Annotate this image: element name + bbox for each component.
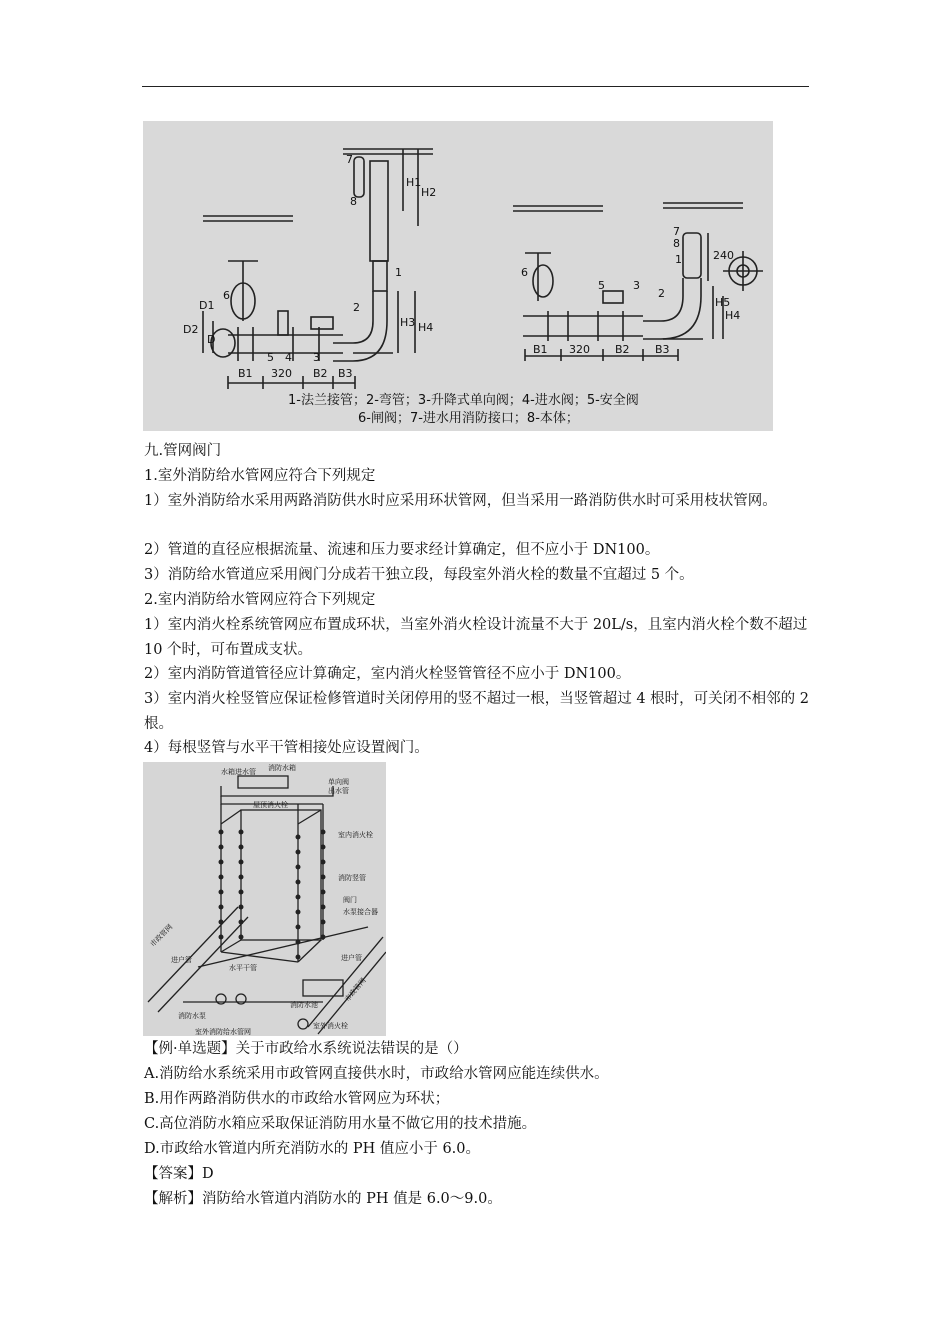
fig2-inlet-right: 进户管 [341,954,362,962]
fig1-label-6: 6 [223,289,230,302]
fig1-label-4: 4 [285,351,292,364]
fig1-label-1: 1 [395,266,402,279]
fig2-outdoor-network: 室外消防给水管网 [195,1028,251,1036]
fig1-label-b1: B1 [238,367,253,380]
fig2-outdoor-hydrant: 室外消火栓 [313,1022,348,1030]
fig1-label-b3: B3 [338,367,353,380]
fig2-municipal-left: 市政管网 [148,922,175,949]
fig1-right-label-320: 320 [569,343,590,356]
option-c: C.高位消防水箱应采取保证消防用水量不做它用的技术措施。 [144,1116,537,1132]
fig2-fire-pool: 消防水池 [290,1001,318,1009]
pump-adapter-figure [143,121,773,431]
header-rule [142,86,809,87]
fig1-right-label-240: 240 [713,249,734,262]
fig1-label-h1: H1 [406,176,422,189]
fig1-label-b2: B2 [313,367,328,380]
indoor-item-3: 3）室内消火栓竖管应保证检修管道时关闭停用的竖不超过一根，当竖管超过 4 根时，可关闭不相邻的 2 根。 [144,691,809,732]
fig2-fire-pump: 消防水泵 [178,1012,206,1020]
fig2-valve: 阀门 [343,896,357,904]
answer: 【答案】D [144,1166,214,1182]
fig2-check-valve: 单向阀 [328,778,349,786]
fig1-label-320: 320 [271,367,292,380]
fig1-right-label-7: 7 [673,225,680,238]
fig2-roof-hydrant: 屋顶消火栓 [253,801,288,809]
fig2-inlet-left: 进户管 [171,956,192,964]
fig1-label-2: 2 [353,301,360,314]
fig1-caption-line2: 6-闸阀；7-进水用消防接口；8-本体； [358,411,579,426]
fig1-right-label-5: 5 [598,279,605,292]
section-heading: 九.管网阀门 [144,443,222,459]
fig1-right-label-b3: B3 [655,343,670,356]
fig1-caption-line1: 1-法兰接管；2-弯管；3-升降式单向阀；4-进水阀；5-安全阀 [288,393,639,408]
fig2-riser: 消防竖管 [338,874,366,882]
indoor-item-1: 1）室内消火栓系统管网应布置成环状，当室外消火栓设计流量不大于 20L/s，且室内消火栓个数不超过 10 个时，可布置成支状。 [144,617,808,658]
fig1-label-d: D [207,333,216,346]
analysis: 【解析】消防给水管道内消防水的 PH 值是 6.0～9.0。 [144,1191,502,1207]
indoor-item-4: 4）每根竖管与水平干管相接处应设置阀门。 [144,740,429,756]
fig1-label-5: 5 [267,351,274,364]
fire-system-drawing [143,762,386,1036]
fig1-label-h3: H3 [400,316,416,329]
fig1-label-7: 7 [346,153,353,166]
fig2-municipal-right: 市政管网 [343,976,368,1004]
fig1-right-label-h4: H4 [725,309,741,322]
fig1-right-label-2: 2 [658,287,665,300]
fig2-pump-adapter: 水泵接合器 [343,908,378,916]
outdoor-item-1: 1）室外消防给水采用两路消防供水时应采用环状管网，但当采用一路消防供水时可采用枝状管网。 [144,493,777,509]
fire-system-figure [143,762,386,1036]
fig1-right-label-3: 3 [633,279,640,292]
fig1-right-label-b2: B2 [615,343,630,356]
fig2-tank-inlet: 水箱进水管 [221,768,256,776]
fig1-right-label-b1: B1 [533,343,548,356]
outdoor-item-3: 3）消防给水管道应采用阀门分成若干独立段，每段室外消火栓的数量不宜超过 5 个。 [144,567,694,583]
fig1-right-label-6: 6 [521,266,528,279]
fig1-label-d2: D2 [183,323,199,336]
outdoor-item-2: 2）管道的直径应根据流量、流速和压力要求经计算确定，但不应小于 DN100。 [144,542,660,558]
fig1-label-8: 8 [350,195,357,208]
option-b: B.用作两路消防供水的市政给水管网应为环状； [144,1091,450,1107]
fig2-fire-tank: 消防水箱 [268,764,296,772]
fig1-right-label-h5: H5 [715,296,731,309]
fig2-horizontal-main: 水平干管 [229,964,257,972]
indoor-title: 2.室内消防给水管网应符合下列规定 [144,592,376,608]
question-stem: 【例·单选题】关于市政给水系统说法错误的是（） [144,1041,468,1057]
option-a: A.消防给水系统采用市政管网直接供水时，市政给水管网应能连续供水。 [144,1066,609,1082]
outdoor-title: 1.室外消防给水管网应符合下列规定 [144,468,376,484]
indoor-item-2: 2）室内消防管道管径应计算确定，室内消火栓竖管管径不应小于 DN100。 [144,666,631,682]
fig1-right-label-1: 1 [675,253,682,266]
fig1-label-h2: H2 [421,186,437,199]
fig1-label-3: 3 [313,351,320,364]
fig2-outlet: 出水管 [328,787,349,795]
fig2-indoor-hydrant: 室内消火栓 [338,831,373,839]
fig1-right-label-8: 8 [673,237,680,250]
fig1-label-d1: D1 [199,299,215,312]
fig1-label-h4: H4 [418,321,434,334]
pump-adapter-drawing [143,121,773,431]
option-d: D.市政给水管道内所充消防水的 PH 值应小于 6.0。 [144,1141,481,1157]
